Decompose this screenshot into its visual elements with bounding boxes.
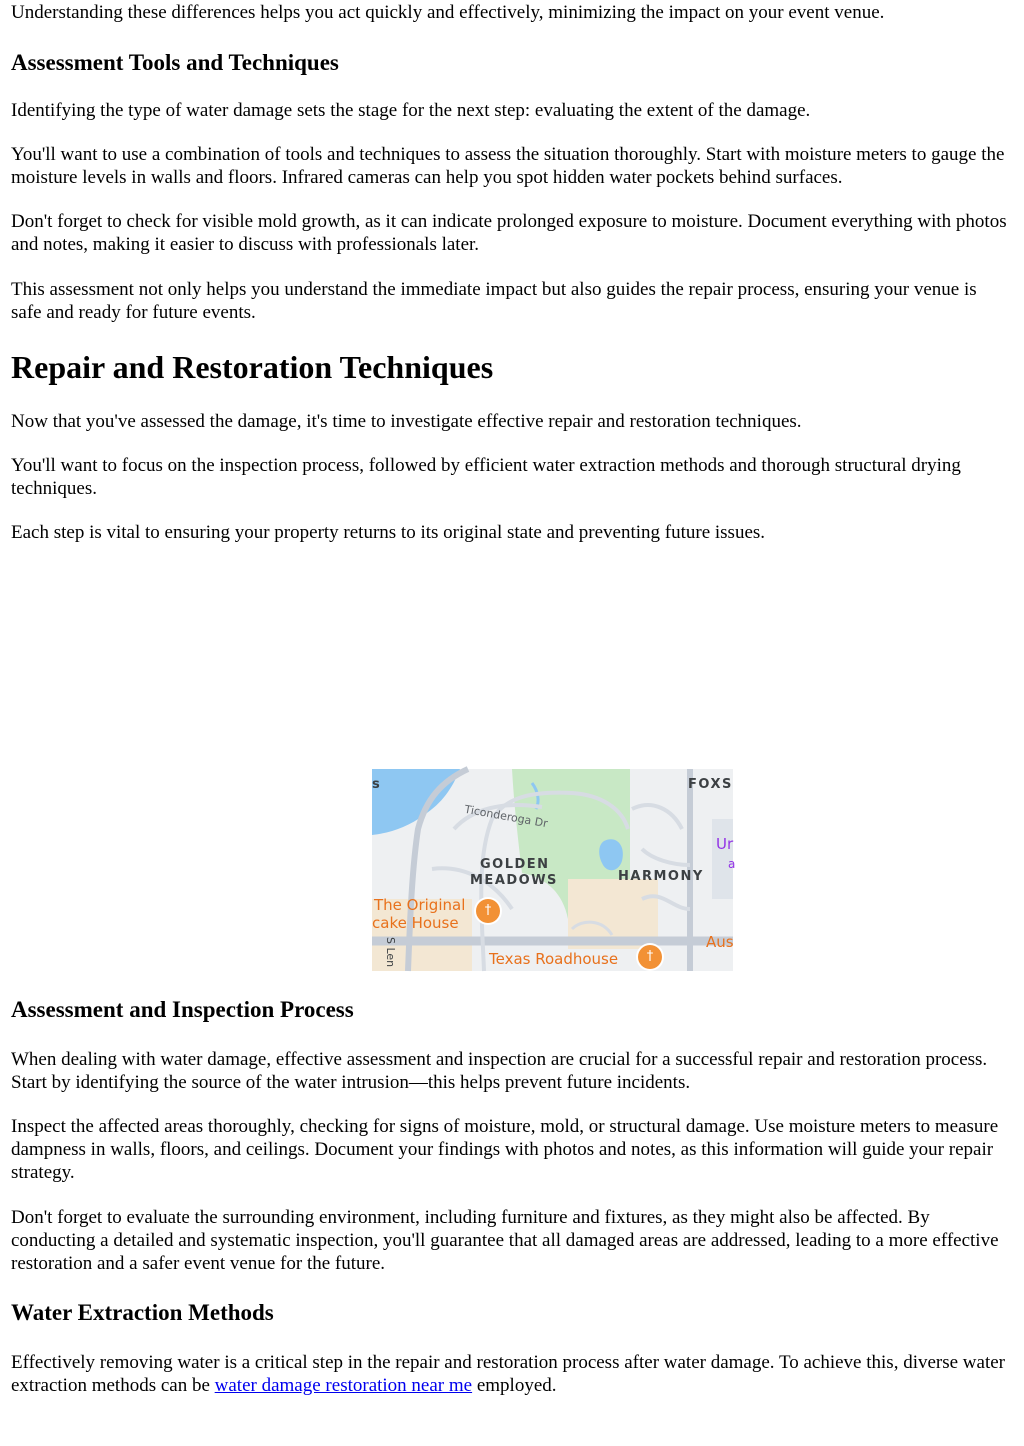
map-edge-label-a: a [728, 857, 736, 871]
inspection-paragraph-2: Inspect the affected areas thoroughly, checking for signs of moisture, mold, or structural damage. Use moisture meters to measure dampness in walls, floors, and ceilings. Document your findings with photos and notes, as this information will guide your repair strategy. [11, 1116, 999, 1183]
inspection-paragraph-1: When dealing with water damage, effective assessment and inspection are crucial for a successful repair and restoration process. Start by identifying the source of the water intrusion—this helps prevent future incidents. [11, 1049, 988, 1093]
water-damage-restoration-link[interactable]: water damage restoration near me [214, 1375, 473, 1396]
assessment-tools-paragraph-2: You'll want to use a combination of tools and techniques to assess the situation thoroughly. Start with moisture meters to gauge the moisture levels in walls and floors. Infrared cameras can help you spot hidden water pockets behind surfaces. [11, 144, 1005, 188]
extraction-text-before: Effectively removing water is a critical step in the repair and restoration process after water damage. To achieve this, diverse water extraction methods can be [11, 1352, 1006, 1396]
assessment-tools-paragraph-1: Identifying the type of water damage sets the stage for the next step: evaluating the extent of the damage. [11, 100, 811, 121]
assessment-tools-heading: Assessment Tools and Techniques [11, 50, 339, 75]
map-poi-aus: Aus [706, 933, 734, 951]
extraction-heading: Water Extraction Methods [11, 1300, 274, 1325]
map-label-foxs: FOXS [688, 777, 733, 792]
map-edge-label-s: s [372, 777, 382, 792]
assessment-tools-paragraph-4: This assessment not only helps you understand the immediate impact but also guides the repair process, ensuring your venue is safe and ready for future events. [11, 279, 977, 323]
extraction-text-after: employed. [472, 1375, 557, 1396]
map-label-meadows: MEADOWS [470, 873, 558, 888]
repair-restoration-heading: Repair and Restoration Techniques [11, 349, 494, 385]
map-label-golden: GOLDEN [480, 857, 550, 872]
intro-tail-paragraph: Understanding these differences helps you act quickly and effectively, minimizing the impact on your event venue. [11, 2, 885, 23]
map-label-harmony: HARMONY [618, 869, 704, 884]
map-edge-label-ur: Ur [716, 835, 734, 853]
map-poi-original-pancake-line2: cake House [372, 914, 459, 932]
map-poi-original-pancake-line1: The Original [374, 896, 466, 914]
inspection-heading: Assessment and Inspection Process [11, 997, 354, 1022]
repair-restoration-paragraph-1: Now that you've assessed the damage, it's time to investigate effective repair and restoration techniques. [11, 411, 802, 432]
assessment-tools-paragraph-3: Don't forget to check for visible mold growth, as it can indicate prolonged exposure to moisture. Document everything with photos and notes, making it easier to discuss with professionals later. [11, 211, 1007, 255]
map-road-label-ticonderoga: Ticonderoga Dr [463, 802, 549, 831]
map-poi-texas-roadhouse: Texas Roadhouse [489, 950, 619, 968]
map-road-label-s-len: S Len [384, 937, 397, 968]
restaurant-pin-icon[interactable]: † [476, 899, 500, 923]
restaurant-pin-icon-2[interactable]: † [638, 945, 662, 969]
repair-restoration-paragraph-3: Each step is vital to ensuring your property returns to its original state and preventing future issues. [11, 522, 766, 543]
inspection-paragraph-3: Don't forget to evaluate the surrounding environment, including furniture and fixtures, as they might also be affected. By conducting a detailed and systematic inspection, you'll guarantee that all damaged areas are addressed, leading to a more effective restoration and a safer event venue for the future. [11, 1207, 999, 1274]
repair-restoration-paragraph-2: You'll want to focus on the inspection process, followed by efficient water extraction methods and thorough structural drying techniques. [11, 455, 961, 499]
extraction-paragraph-1 [11, 1351, 1010, 1397]
map-embed[interactable] [372, 769, 736, 971]
